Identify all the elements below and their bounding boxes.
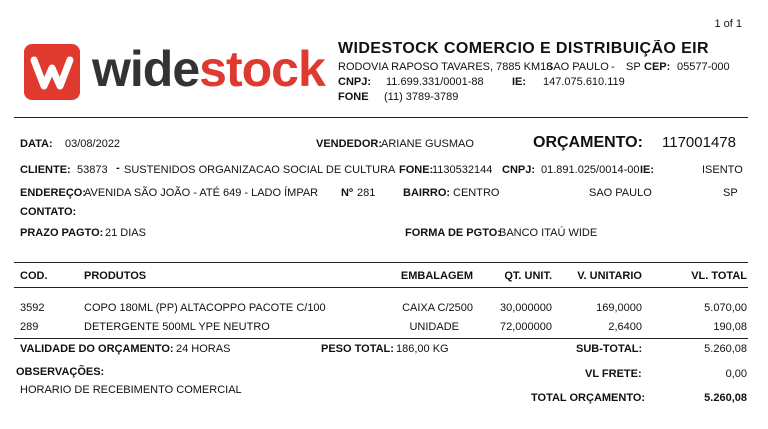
peso-value: 186,00 KG bbox=[396, 343, 449, 355]
company-cep: 05577-000 bbox=[677, 61, 730, 73]
validade-label: VALIDADE DO ORÇAMENTO: bbox=[20, 343, 174, 355]
orcamento-label: ORÇAMENTO: bbox=[533, 134, 643, 151]
observacoes-text: HORARIO DE RECEBIMENTO COMERCIAL bbox=[20, 384, 242, 396]
row1-embalagem: CAIXA C/2500 bbox=[402, 302, 473, 314]
widestock-logo-icon bbox=[24, 44, 80, 100]
cliente-ie: ISENTO bbox=[702, 164, 743, 176]
row2-embalagem: UNIDADE bbox=[409, 321, 459, 333]
logo-part-stock: stock bbox=[199, 41, 325, 97]
company-city: SAO PAULO bbox=[546, 61, 609, 73]
cliente-cnpj: 01.891.025/0014-00 bbox=[541, 164, 640, 176]
company-cep-label: CEP: bbox=[644, 61, 671, 73]
company-state-separator: - bbox=[611, 61, 615, 73]
orcamento-number: 117001478 bbox=[662, 134, 736, 151]
company-cnpj: 11.699.331/0001-88 bbox=[386, 76, 484, 88]
cliente-ie-label: IE: bbox=[640, 164, 655, 176]
row2-produto: DETERGENTE 500ML YPE NEUTRO bbox=[84, 321, 270, 333]
company-fone-label: FONE bbox=[338, 91, 369, 103]
company-address: RODOVIA RAPOSO TAVARES, 7885 KM18 bbox=[338, 61, 553, 73]
forma-label: FORMA DE PGTO: bbox=[405, 227, 501, 239]
uf-value: SP bbox=[723, 187, 738, 199]
observacoes-label: OBSERVAÇÕES: bbox=[16, 366, 105, 378]
table-divider-header bbox=[14, 287, 748, 288]
bairro-value: CENTRO bbox=[453, 187, 500, 199]
col-header-produtos: PRODUTOS bbox=[84, 270, 147, 282]
company-fone: (11) 3789-3789 bbox=[384, 91, 459, 103]
col-header-cod: COD. bbox=[20, 270, 48, 282]
page-counter: 1 of 1 bbox=[714, 18, 742, 30]
widestock-logo bbox=[92, 40, 325, 98]
total-value: 5.260,08 bbox=[704, 392, 747, 404]
contato-label: CONTATO: bbox=[20, 206, 77, 218]
table-divider-bottom bbox=[14, 338, 748, 339]
validade-value: 24 HORAS bbox=[176, 343, 231, 355]
cliente-fone: 1130532144 bbox=[432, 164, 493, 176]
peso-label: PESO TOTAL: bbox=[321, 343, 394, 355]
company-ie: 147.075.610.119 bbox=[543, 76, 625, 88]
cidade-value: SAO PAULO bbox=[589, 187, 652, 199]
row2-cod: 289 bbox=[20, 321, 39, 333]
bairro-label: BAIRRO: bbox=[403, 187, 451, 199]
endereco-value: AVENIDA SÃO JOÃO - ATÉ 649 - LADO ÍMPAR bbox=[84, 187, 319, 199]
row1-vunit: 169,0000 bbox=[596, 302, 642, 314]
col-header-embalagem: EMBALAGEM bbox=[400, 270, 473, 282]
row1-qt: 30,000000 bbox=[500, 302, 552, 314]
cliente-name: SUSTENIDOS ORGANIZACAO SOCIAL DE CULTURA bbox=[124, 164, 396, 176]
cliente-cnpj-label: CNPJ: bbox=[502, 164, 536, 176]
row2-qt: 72,000000 bbox=[500, 321, 552, 333]
divider-top bbox=[14, 117, 748, 118]
row2-vunit: 2,6400 bbox=[608, 321, 642, 333]
cliente-code: 53873 bbox=[77, 164, 108, 176]
company-state: SP bbox=[626, 61, 641, 73]
data-value: 03/08/2022 bbox=[65, 138, 121, 150]
logo-part-wide: wide bbox=[92, 41, 200, 97]
cliente-separator: - bbox=[116, 162, 120, 174]
row1-vtotal: 5.070,00 bbox=[704, 302, 747, 314]
col-header-vunit: V. UNITARIO bbox=[577, 270, 642, 282]
data-label: DATA: bbox=[20, 138, 53, 150]
prazo-value: 21 DIAS bbox=[105, 227, 146, 239]
company-cnpj-label: CNPJ: bbox=[338, 76, 372, 88]
vendedor-label: VENDEDOR: bbox=[316, 138, 383, 150]
table-divider-top bbox=[14, 262, 748, 263]
w-mark-icon bbox=[24, 44, 80, 100]
company-name: WIDESTOCK COMERCIO E DISTRIBUIÇÃO EIR bbox=[338, 40, 709, 57]
cliente-label: CLIENTE: bbox=[20, 164, 71, 176]
company-ie-label: IE: bbox=[512, 76, 527, 88]
row1-cod: 3592 bbox=[20, 302, 45, 314]
forma-value: BANCO ITAÚ WIDE bbox=[499, 227, 598, 239]
numero-value: 281 bbox=[357, 187, 376, 199]
frete-value: 0,00 bbox=[725, 368, 747, 380]
endereco-label: ENDEREÇO: bbox=[20, 187, 87, 199]
subtotal-value: 5.260,08 bbox=[704, 343, 747, 355]
total-label: TOTAL ORÇAMENTO: bbox=[531, 392, 646, 404]
row1-produto: COPO 180ML (PP) ALTACOPPO PACOTE C/100 bbox=[84, 302, 326, 314]
subtotal-label: SUB-TOTAL: bbox=[576, 343, 643, 355]
vendedor-value: ARIANE GUSMAO bbox=[381, 138, 474, 150]
cliente-fone-label: FONE: bbox=[399, 164, 434, 176]
prazo-label: PRAZO PAGTO: bbox=[20, 227, 104, 239]
numero-label: Nº bbox=[341, 187, 353, 199]
frete-label: VL FRETE: bbox=[585, 368, 642, 380]
col-header-vtotal: VL. TOTAL bbox=[691, 270, 747, 282]
row2-vtotal: 190,08 bbox=[713, 321, 747, 333]
col-header-qt: QT. UNIT. bbox=[504, 270, 552, 282]
